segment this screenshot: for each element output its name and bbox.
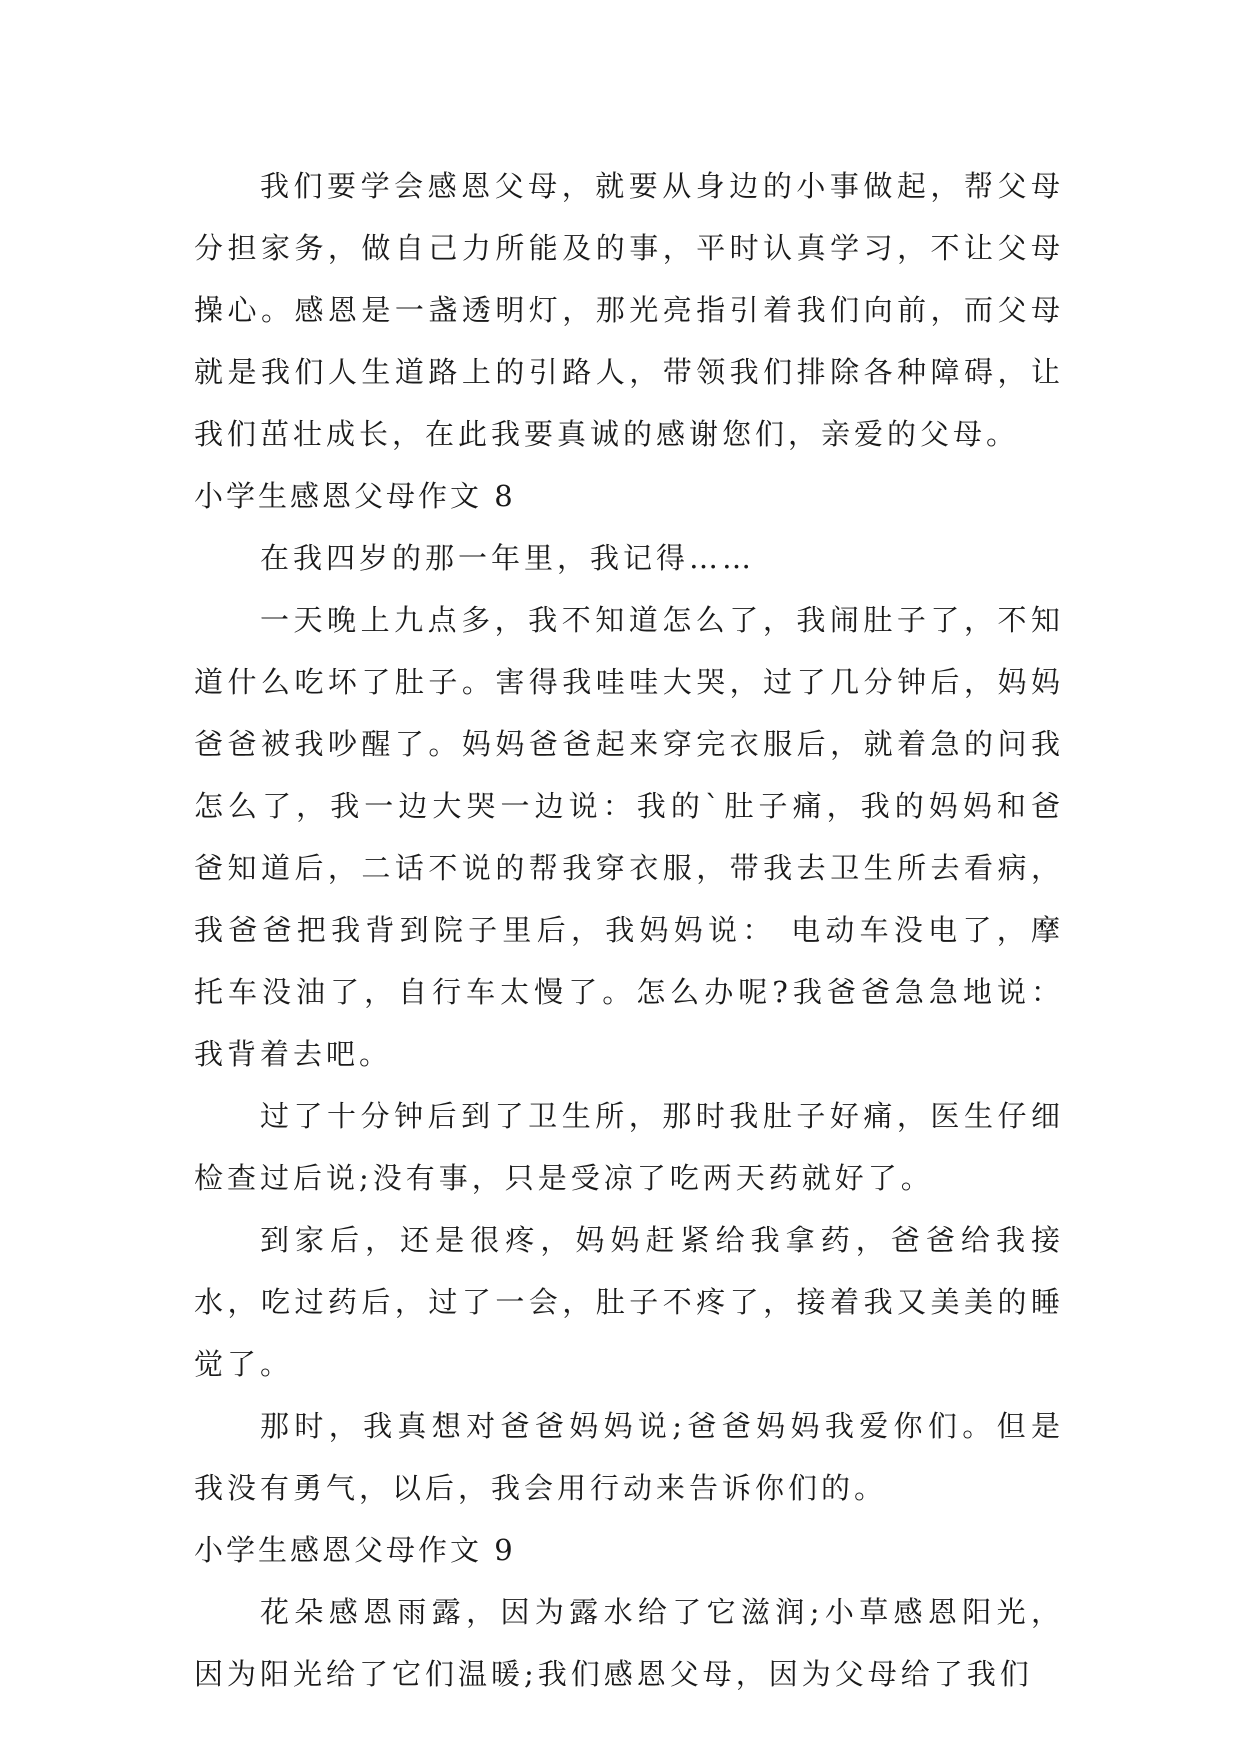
paragraph: 一天晚上九点多，我不知道怎么了，我闹肚子了，不知道什么吃坏了肚子。害得我哇哇大哭，过了几分钟后，妈妈爸爸被我吵醒了。妈妈爸爸起来穿完衣服后，就着急的问我怎么了，我一边大哭一边说：我的`肚子痛，我的妈妈和爸爸知道后，二话不说的帮我穿衣服，带我去卫生所去看病，我爸爸把我背到院子里后，我妈妈说： 电动车没电了，摩托车没油了，自行车太慢了。怎么办呢?我爸爸急急地说：我背着去吧。 [194, 603, 1064, 1071]
paragraph: 到家后，还是很疼，妈妈赶紧给我拿药，爸爸给我接水，吃过药后，过了一会，肚子不疼了，接着我又美美的睡觉了。 [194, 1223, 1064, 1381]
section-heading: 小学生感恩父母作文 8 [194, 479, 516, 513]
paragraph: 过了十分钟后到了卫生所，那时我肚子好痛，医生仔细检查过后说;没有事，只是受凉了吃两天药就好了。 [194, 1099, 1064, 1195]
paragraph: 花朵感恩雨露，因为露水给了它滋润;小草感恩阳光，因为阳光给了它们温暖;我们感恩父母，因为父母给了我们 [194, 1595, 1064, 1691]
document-body [194, 155, 1064, 1705]
paragraph: 那时，我真想对爸爸妈妈说;爸爸妈妈我爱你们。但是我没有勇气，以后，我会用行动来告诉你们的。 [194, 1409, 1064, 1505]
paragraph: 在我四岁的那一年里，我记得…… [260, 541, 756, 575]
paragraph: 我们要学会感恩父母，就要从身边的小事做起，帮父母分担家务，做自己力所能及的事，平时认真学习，不让父母操心。感恩是一盏透明灯，那光亮指引着我们向前，而父母就是我们人生道路上的引路人，带领我们排除各种障碍，让我们茁壮成长，在此我要真诚的感谢您们，亲爱的父母。 [194, 169, 1064, 451]
section-heading: 小学生感恩父母作文 9 [194, 1533, 516, 1567]
